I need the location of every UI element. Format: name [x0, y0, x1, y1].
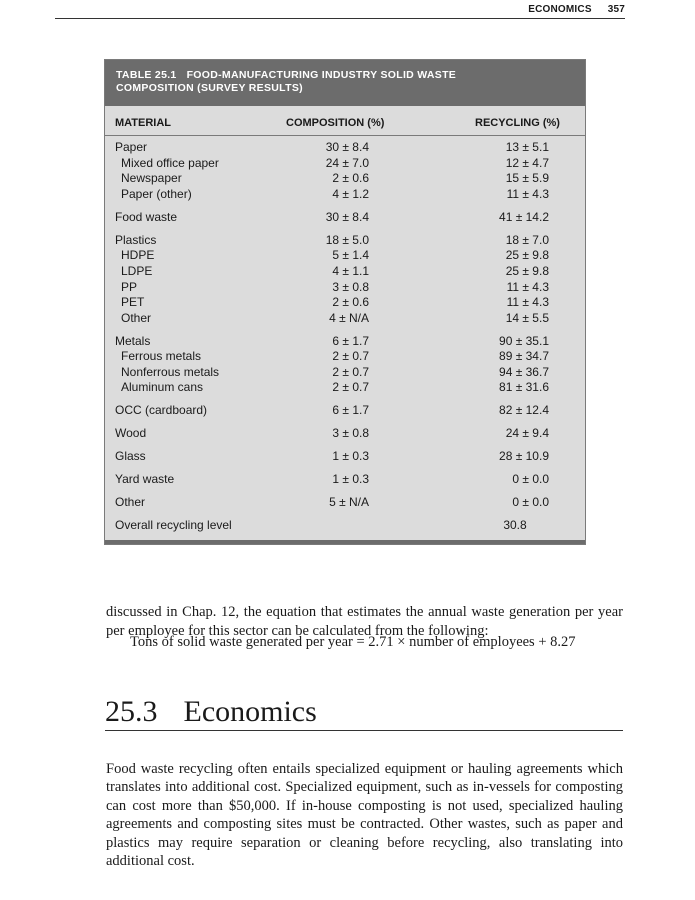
cell-composition: 1 ± 0.3	[332, 449, 369, 464]
table-row	[105, 156, 585, 172]
cell-material: Plastics	[115, 232, 157, 247]
cell-material: Paper (other)	[121, 186, 192, 201]
cell-composition: 6 ± 1.7	[332, 403, 369, 418]
running-head	[55, 4, 625, 19]
column-header-composition: COMPOSITION (%)	[286, 117, 385, 129]
table-row-total	[105, 518, 585, 534]
cell-material: HDPE	[121, 248, 155, 263]
column-header-recycling: RECYCLING (%)	[475, 117, 560, 129]
table-title-line2: COMPOSITION (SURVEY RESULTS)	[116, 82, 303, 94]
cell-composition: 2 ± 0.7	[332, 349, 369, 364]
cell-material: Overall recycling level	[115, 518, 232, 533]
cell-material: Aluminum cans	[121, 380, 204, 395]
cell-material: OCC (cardboard)	[115, 403, 208, 418]
table-row	[105, 365, 585, 381]
table-number: TABLE 25.1	[116, 69, 177, 81]
cell-recycling: 28 ± 10.9	[499, 449, 549, 464]
header-divider	[105, 135, 585, 136]
table-row	[105, 280, 585, 296]
table-row	[105, 210, 585, 226]
cell-recycling: 90 ± 35.1	[499, 333, 549, 348]
section-heading	[105, 693, 623, 731]
table-row	[105, 187, 585, 203]
table-row	[105, 349, 585, 365]
table-row	[105, 380, 585, 396]
cell-material: PET	[121, 295, 145, 310]
cell-material: Wood	[115, 426, 147, 441]
cell-recycling: 0 ± 0.0	[512, 472, 549, 487]
table-row	[105, 295, 585, 311]
cell-composition: 4 ± N/A	[329, 310, 369, 325]
table-row	[105, 311, 585, 327]
cell-recycling: 82 ± 12.4	[499, 403, 549, 418]
table-row	[105, 403, 585, 419]
table-caption	[105, 60, 585, 106]
cell-recycling: 11 ± 4.3	[506, 186, 549, 201]
cell-recycling: 24 ± 9.4	[505, 426, 549, 441]
section-number: 25.3	[105, 695, 158, 728]
equation: Tons of solid waste generated per year = 2.71 × number of employees + 8.27	[130, 634, 576, 650]
body-paragraph-1: discussed in Chap. 12, the equation that estimates the annual waste generation per year per employee for this sector can be calculated from the following:	[106, 603, 623, 639]
cell-composition: 1 ± 0.3	[332, 472, 369, 487]
cell-composition: 2 ± 0.6	[332, 171, 369, 186]
cell-composition: 5 ± 1.4	[332, 248, 369, 263]
cell-material: Newspaper	[121, 171, 182, 186]
cell-recycling: 89 ± 34.7	[499, 349, 549, 364]
column-header-material: MATERIAL	[115, 117, 172, 129]
cell-recycling: 41 ± 14.2	[499, 209, 549, 224]
page-number: 357	[607, 4, 625, 15]
section-title: Economics	[183, 695, 317, 728]
cell-recycling: 12 ± 4.7	[505, 155, 549, 170]
cell-composition: 30 ± 8.4	[325, 209, 369, 224]
cell-material: Yard waste	[115, 472, 175, 487]
table-row	[105, 334, 585, 350]
cell-composition: 24 ± 7.0	[325, 155, 369, 170]
cell-recycling: 0 ± 0.0	[512, 495, 549, 510]
cell-composition: 4 ± 1.1	[332, 263, 369, 278]
cell-composition: 30 ± 8.4	[325, 140, 369, 154]
table-row	[105, 426, 585, 442]
cell-recycling: 18 ± 7.0	[505, 232, 549, 247]
cell-composition: 2 ± 0.7	[332, 380, 369, 395]
table-title-line1: FOOD-MANUFACTURING INDUSTRY SOLID WASTE	[186, 69, 457, 81]
cell-recycling: 11 ± 4.3	[506, 279, 549, 294]
body-paragraph-2: Food waste recycling often entails specialized equipment or hauling agreements which translates into additional cost. Specialized equipment, such as in-vessels for composting can cost more than $50,000. If in-house composting is not used, specialized hauling agreements and composting sites must be contracted. Other wastes, such as paper and plastics may require separation or cleaning before recycling, also translating into additional cost.	[106, 760, 623, 869]
table-25-1	[104, 59, 586, 545]
cell-recycling: 14 ± 5.5	[505, 310, 549, 325]
table-row	[105, 171, 585, 187]
table-row	[105, 140, 585, 156]
table-bottom-rule	[105, 540, 585, 544]
table-body	[105, 140, 585, 534]
cell-recycling: 15 ± 5.9	[505, 171, 549, 186]
cell-composition: 5 ± N/A	[329, 495, 369, 510]
cell-recycling: 30.8	[503, 518, 527, 533]
cell-material: Glass	[115, 449, 146, 464]
cell-material: Food waste	[115, 209, 178, 224]
cell-composition: 3 ± 0.8	[332, 426, 369, 441]
cell-material: PP	[121, 279, 138, 294]
running-head-section: ECONOMICS	[528, 4, 592, 15]
cell-composition: 2 ± 0.7	[332, 364, 369, 379]
cell-composition: 6 ± 1.7	[332, 333, 369, 348]
cell-material: Mixed office paper	[121, 155, 219, 170]
cell-material: Ferrous metals	[121, 349, 202, 364]
table-row	[105, 233, 585, 249]
cell-material: Other	[115, 495, 146, 510]
cell-recycling: 11 ± 4.3	[506, 295, 549, 310]
cell-material: Paper	[115, 140, 148, 154]
cell-material: Nonferrous metals	[121, 364, 220, 379]
cell-composition: 2 ± 0.6	[332, 295, 369, 310]
cell-recycling: 94 ± 36.7	[499, 364, 549, 379]
table-row	[105, 495, 585, 511]
cell-recycling: 25 ± 9.8	[505, 263, 549, 278]
table-row	[105, 449, 585, 465]
cell-composition: 3 ± 0.8	[332, 279, 369, 294]
cell-recycling: 81 ± 31.6	[499, 380, 549, 395]
cell-recycling: 13 ± 5.1	[505, 140, 549, 154]
cell-material: LDPE	[121, 263, 153, 278]
table-row	[105, 264, 585, 280]
table-row	[105, 472, 585, 488]
table-column-headers	[105, 113, 585, 135]
cell-recycling: 25 ± 9.8	[505, 248, 549, 263]
cell-material: Other	[121, 310, 152, 325]
cell-material: Metals	[115, 333, 151, 348]
table-row	[105, 248, 585, 264]
cell-composition: 4 ± 1.2	[332, 186, 369, 201]
cell-composition: 18 ± 5.0	[325, 232, 369, 247]
